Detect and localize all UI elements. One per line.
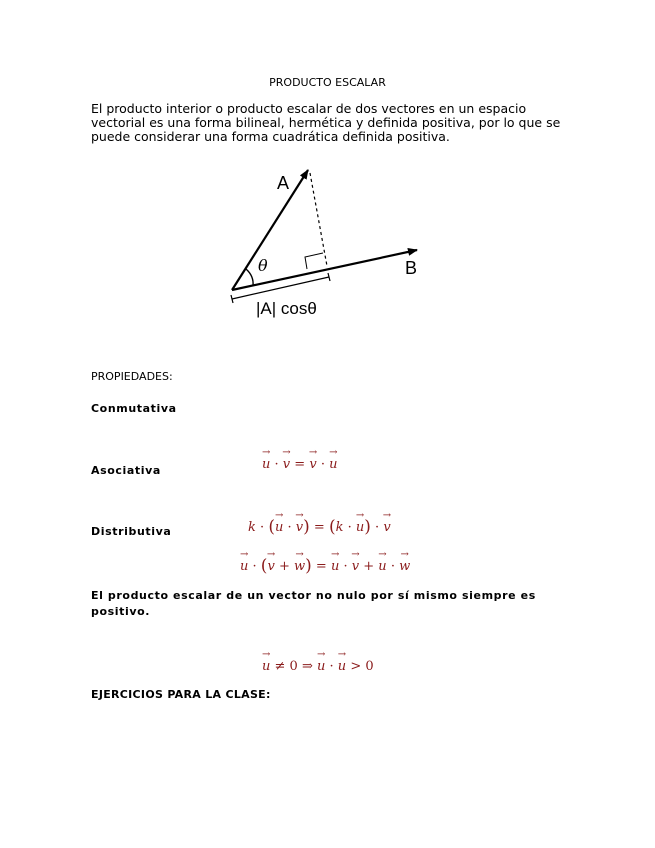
property-commutative: Conmutativa (91, 402, 177, 415)
intro-paragraph: El producto interior o producto escalar de dos vectores en un espacio vectorial es una forma bilineal, hermética y definida positiva, por lo que se puede considerar una forma cuadrática definida positiva. (91, 101, 561, 144)
scalar-projection-diagram (225, 165, 430, 325)
right-angle-mark (305, 253, 323, 269)
positivity-statement: El producto escalar de un vector no nulo por sí mismo siempre es positivo. (91, 589, 536, 618)
label-a: A (277, 173, 290, 193)
property-distributive: Distributiva (91, 525, 172, 538)
angle-arc (246, 269, 253, 286)
formula-scalar-associative: k · (→ u · → v) = (k · → u) · → v (248, 517, 391, 537)
formula-positivity: → u ≠ 0 ⇒ → u · → u > 0 (262, 659, 374, 674)
formula-distributive: → u · (→ v + → w) = → u · → v + → u · → w (240, 556, 410, 576)
projection-label: |A| cosθ (256, 299, 317, 318)
projection-dashed-line (310, 173, 327, 266)
properties-heading: PROPIEDADES: (91, 370, 173, 383)
formula-commutative: → u · → v = → v · → u (262, 457, 338, 472)
page-title: PRODUCTO ESCALAR (269, 76, 386, 89)
vector-a-line (232, 170, 308, 290)
property-associative: Asociativa (91, 464, 161, 477)
exercises-heading: EJERCICIOS PARA LA CLASE: (91, 688, 271, 701)
label-theta: θ (258, 256, 268, 275)
label-b: B (405, 258, 418, 278)
